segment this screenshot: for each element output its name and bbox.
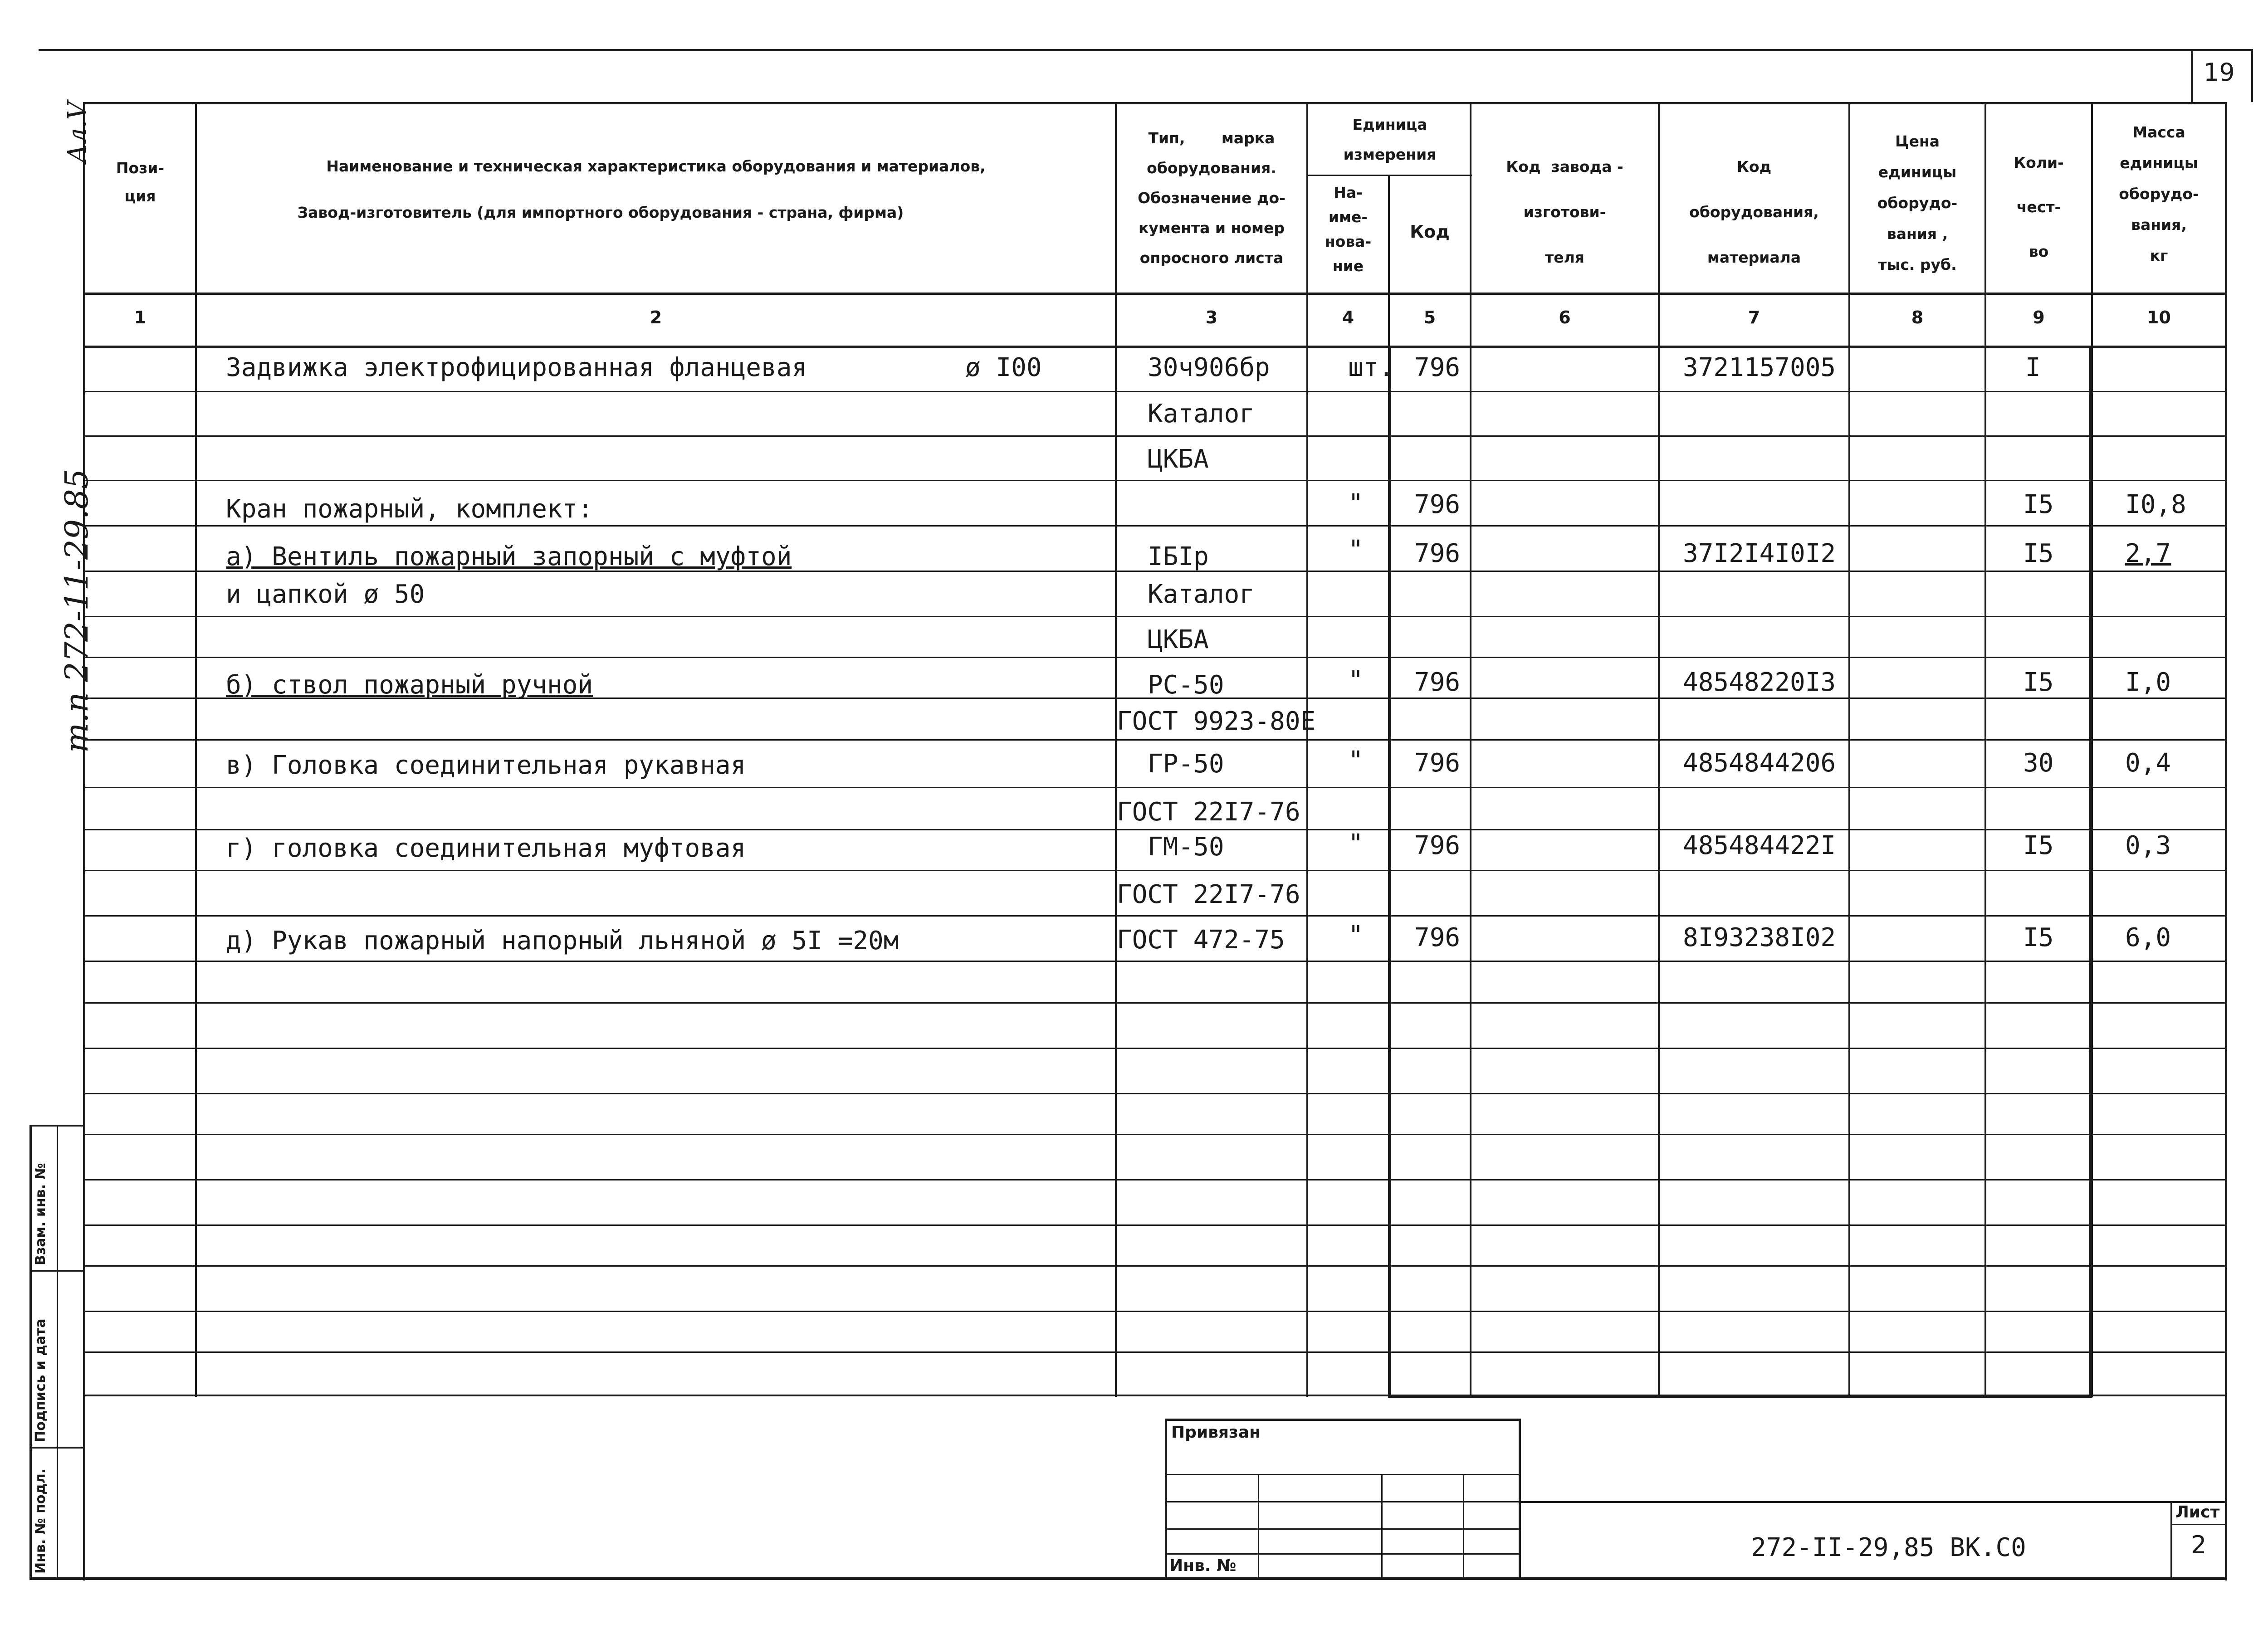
item-unit: " [1348,666,1364,695]
item-unit: " [1348,829,1364,858]
item-unit-code: 796 [1414,490,1461,519]
header-quantity: Коли- чест- во [2014,154,2064,260]
item-quantity: I5 [2023,490,2054,519]
item-type: ГОСТ 9923-80Е [1117,707,1316,736]
item-type: ГР-50 [1148,749,1224,779]
header-position: Пози- ция [116,159,165,205]
item-material-code: 485484422I [1683,831,1836,860]
colnum-10: 10 [2147,307,2171,327]
item-type: ЦКБА [1148,444,1209,474]
sheet-value: 2 [2191,1531,2207,1559]
item-unit-code: 796 [1414,748,1461,778]
colnum-9: 9 [2033,307,2045,327]
colnum-6: 6 [1559,307,1571,327]
stamp-label-signature: Подпись и дата [33,1318,49,1442]
item-material-code: 48548220I3 [1683,668,1836,697]
item-unit-code: 796 [1414,668,1461,697]
sheet-number: 19 [2204,58,2235,87]
header-price: Цена единицы оборудо- вания , тыс. руб. [1877,132,1958,273]
header-type: Тип, марка оборудования. Обозначение до- кумента и номер опросного листа [1138,129,1286,267]
item-name: г) головка соединительная муфтовая [226,834,746,863]
colnum-3: 3 [1205,307,1218,327]
sheet-label: Лист [2175,1503,2220,1522]
header-name-line2: Завод-изготовитель (для импортного оборудования - страна, фирма) [297,204,904,221]
stamp-label-original: Инв. № подл. [33,1468,49,1574]
item-type: Каталог [1148,580,1255,609]
item-unit-code: 796 [1414,539,1461,568]
item-quantity: I5 [2023,923,2054,952]
item-name: д) Рукав пожарный напорный льняной ø 5I =20м [226,926,899,956]
item-mass: 0,4 [2125,748,2171,778]
item-quantity: I5 [2023,668,2054,697]
header-equipment-code: Код оборудования, материала [1689,158,1819,266]
item-unit-code: 796 [1414,831,1461,860]
item-material-code: 4854844206 [1683,748,1836,778]
item-type: ГОСТ 472-75 [1117,925,1285,955]
item-name: Задвижка электрофицированная фланцевая [226,353,807,382]
item-mass: 2,7 [2125,539,2171,568]
colnum-5: 5 [1423,307,1436,327]
item-unit: " [1348,746,1364,776]
item-material-code: 3721157005 [1683,353,1836,382]
item-quantity: 30 [2023,748,2054,778]
colnum-7: 7 [1748,307,1760,327]
item-name: и цапкой ø 50 [226,580,425,609]
header-plant-code: Код завода - изготови- теля [1506,158,1623,266]
item-quantity: I5 [2023,831,2054,860]
inventory-label: Инв. № [1169,1556,1237,1575]
item-type: IБIр [1148,542,1209,571]
item-quantity: I [2025,353,2041,382]
item-unit: " [1348,489,1364,518]
colnum-1: 1 [134,307,147,327]
item-type: Каталог [1148,399,1255,429]
item-type: ГМ-50 [1148,832,1224,862]
document-code: 272-II-29,85 ВК.С0 [1751,1533,2026,1562]
item-unit: " [1348,535,1364,565]
item-type: РС-50 [1148,670,1224,700]
item-type: ГОСТ 22I7-76 [1117,797,1300,827]
item-type: 30ч906бр [1148,353,1270,382]
header-name-line1: Наименование и техническая характеристика оборудования и материалов, [326,157,986,175]
item-mass: I0,8 [2125,490,2186,519]
header-mass: Масса единицы оборудо- вания, кг [2119,123,2199,264]
item-name: а) Вентиль пожарный запорный с муфтой [226,542,792,571]
project-label: т.п 272-11-29.85 [58,468,95,753]
item-quantity: I5 [2023,539,2054,568]
header-unit-name: На- име- нова- ние [1325,184,1372,275]
colnum-4: 4 [1342,307,1354,327]
header-unit-group: Единица измерения [1343,116,1437,163]
item-name: б) ствол пожарный ручной [226,670,593,700]
item-diameter: ø I00 [965,353,1042,382]
item-type: ЦКБА [1148,625,1209,654]
item-name: Кран пожарный, комплект: [226,494,593,524]
item-material-code: 37I2I4I0I2 [1683,539,1836,568]
bound-label: Привязан [1171,1423,1261,1442]
item-name: в) Головка соединительная рукавная [226,751,746,780]
item-type: ГОСТ 22I7-76 [1117,880,1300,909]
stamp-label-replaced: Взам. инв. № [33,1163,49,1265]
header-unit-code: Код [1410,222,1450,242]
item-unit: " [1348,921,1364,950]
album-label: Ал.V [63,101,92,163]
item-mass: 6,0 [2125,923,2171,952]
item-unit-code: 796 [1414,923,1461,952]
item-material-code: 8I93238I02 [1683,923,1836,952]
item-unit: шт. [1348,353,1394,382]
item-mass: I,0 [2125,668,2171,697]
colnum-2: 2 [650,307,662,327]
item-mass: 0,3 [2125,831,2171,860]
item-unit-code: 796 [1414,353,1461,382]
colnum-8: 8 [1911,307,1924,327]
